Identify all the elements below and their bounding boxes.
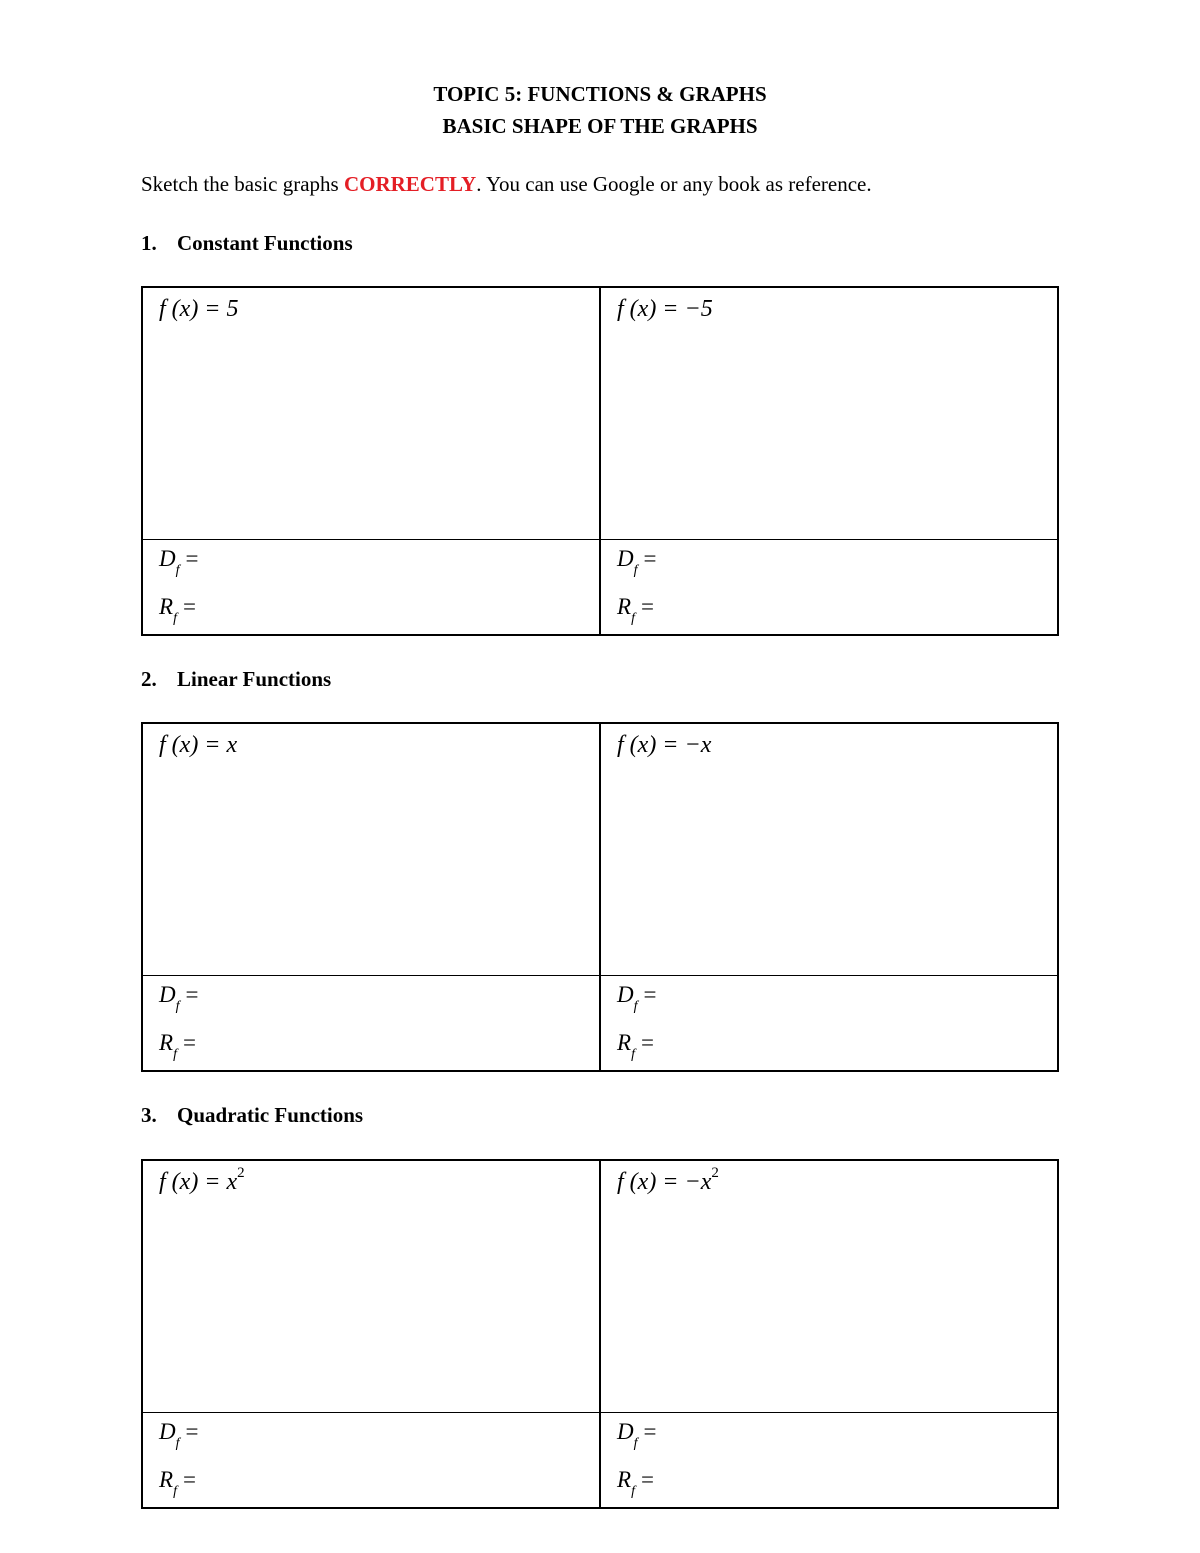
quadratic-functions-table [141,1159,1059,1509]
section-heading-quadratic [141,1103,363,1128]
domain-label: $D_f$ = [617,982,657,1014]
range-label: $R_f$ = [159,1030,196,1062]
section-number: 2. [141,667,157,691]
range-label: $R_f$ = [617,1467,654,1499]
range-label: $R_f$ = [617,1030,654,1062]
range-label: $R_f$ = [159,594,196,626]
linear-functions-table [141,722,1059,1072]
page-title-topic: TOPIC 5: FUNCTIONS & GRAPHS [433,82,767,106]
instructions-text: Sketch the basic graphs [141,172,344,196]
domain-range-row [143,1413,1057,1507]
domain-label: $D_f$ = [617,1419,657,1451]
graph-area-right[interactable] [599,1161,1057,1412]
function-label: f (x) = 5 [159,296,239,322]
domain-range-right[interactable] [599,976,1057,1070]
graph-area-right[interactable] [599,288,1057,539]
section-title: Linear Functions [177,667,332,691]
range-label: $R_f$ = [159,1467,196,1499]
graph-row [143,724,1057,976]
section-heading-linear [141,667,331,692]
domain-range-left[interactable] [143,1413,599,1507]
domain-range-left[interactable] [143,540,599,634]
range-label: $R_f$ = [617,594,654,626]
instructions-emphasis: CORRECTLY [343,172,477,196]
domain-label: $D_f$ = [159,546,199,578]
domain-range-row [143,540,1057,634]
domain-label: $D_f$ = [617,546,657,578]
graph-row [143,1161,1057,1413]
function-label: f $(x) = x^2$ [159,1165,245,1195]
constant-functions-table [141,286,1059,636]
domain-range-left[interactable] [143,976,599,1070]
instructions-text-end: . You can use Google or any book as reference. [476,172,872,196]
instructions [141,172,872,197]
function-label: f (x) = −5 [617,296,713,322]
domain-label: $D_f$ = [159,982,199,1014]
domain-range-row [143,976,1057,1070]
section-title: Quadratic Functions [177,1103,364,1127]
graph-area-left[interactable] [143,724,599,975]
section-number: 3. [141,1103,157,1127]
domain-range-right[interactable] [599,1413,1057,1507]
graph-row [143,288,1057,540]
graph-area-right[interactable] [599,724,1057,975]
section-title: Constant Functions [177,231,353,255]
domain-label: $D_f$ = [159,1419,199,1451]
page-subtitle: BASIC SHAPE OF THE GRAPHS [442,114,758,138]
section-number: 1. [141,231,157,255]
domain-range-right[interactable] [599,540,1057,634]
function-label: f (x) = x [159,732,238,758]
graph-area-left[interactable] [143,288,599,539]
function-label: f $(x) = -x^2$ [617,1165,719,1195]
graph-area-left[interactable] [143,1161,599,1412]
section-heading-constant [141,231,353,256]
function-label: f (x) = −x [617,732,712,758]
